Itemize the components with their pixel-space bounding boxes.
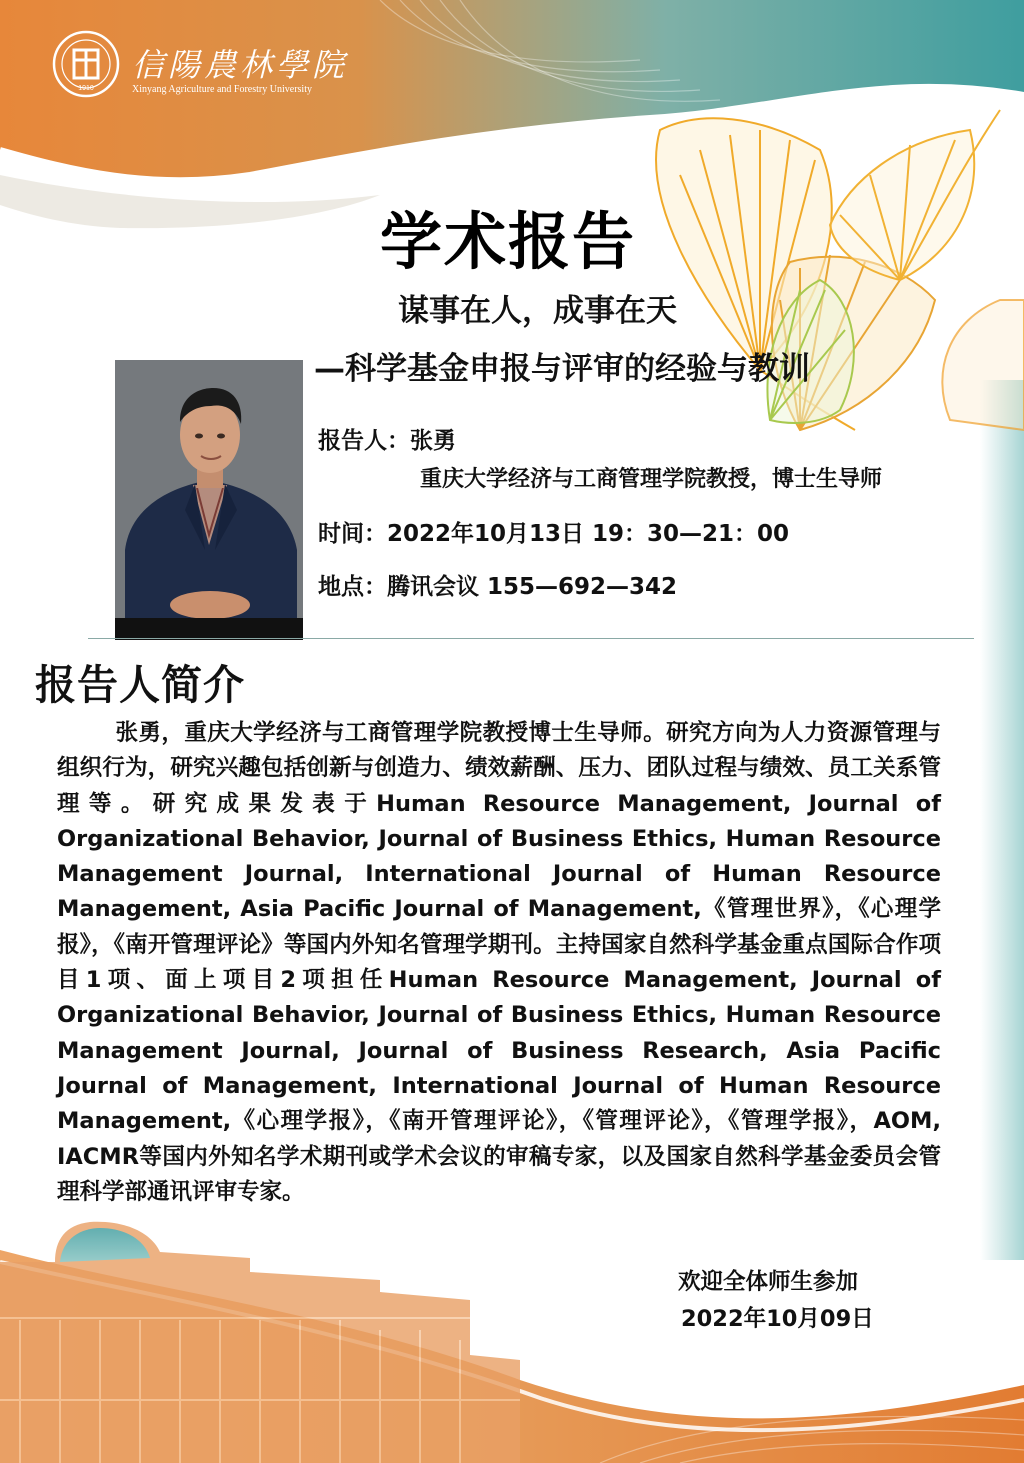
speaker-photo [115,360,303,640]
speaker-bio: 张勇，重庆大学经济与工商管理学院教授博士生导师。研究方向为人力资源管理与组织行为，研究兴趣包括创新与创造力、绩效薪酬、压力、团队过程与绩效、员工关系管理等。研究成果发表于Human Resource Management, Journal of Organizational Behavior, Journal of Business Ethics, Human Resource Management Journal, International Journal of Human Resource Management, Asia Pacific Journal of Management,《管理世界》，《心理学报》，《南开管理评论》等国内外知名管理学期刊。主持国家自然科学基金重点国际合作项目1项、面上项目2项担任Human Resource Management, Journal of Organizational Behavior, Journal of Business Ethics, Human Resource Management Journal, Journal of Business Research, Asia Pacific Journal of Management, International Journal of Human Resource Management,《心理学报》，《南开管理评论》，《管理评论》，《管理学报》，AOM, IACMR等国内外知名学术期刊或学术会议的审稿专家，以及国家自然科学基金委员会管理科学部通讯评审专家。 [57,720,941,1205]
publish-date: 2022年10月09日 [681,1306,874,1332]
section-title-speaker-bio: 报告人简介 [35,661,245,709]
welcome-text: 欢迎全体师生参加 [678,1269,859,1295]
svg-text:1910: 1910 [78,85,94,92]
speaker-name: 报告人：张勇 [318,428,456,454]
divider-line [88,638,974,639]
university-name: 信陽農林學院 [132,46,349,84]
speaker-affiliation: 重庆大学经济与工商管理学院教授，博士生导师 [420,467,883,492]
university-english-name: Xinyang Agriculture and Forestry University [132,84,312,95]
university-seal-icon [52,30,120,98]
subtitle-line-2: —科学基金申报与评审的经验与教训 [314,351,810,387]
subtitle-line-1: 谋事在人，成事在天 [398,293,677,329]
page-title: 学术报告 [380,205,637,278]
event-location: 地点：腾讯会议 155—692—342 [318,574,678,600]
university-logo [52,30,352,102]
event-time: 时间：2022年10月13日 19：30—21：00 [318,521,790,547]
